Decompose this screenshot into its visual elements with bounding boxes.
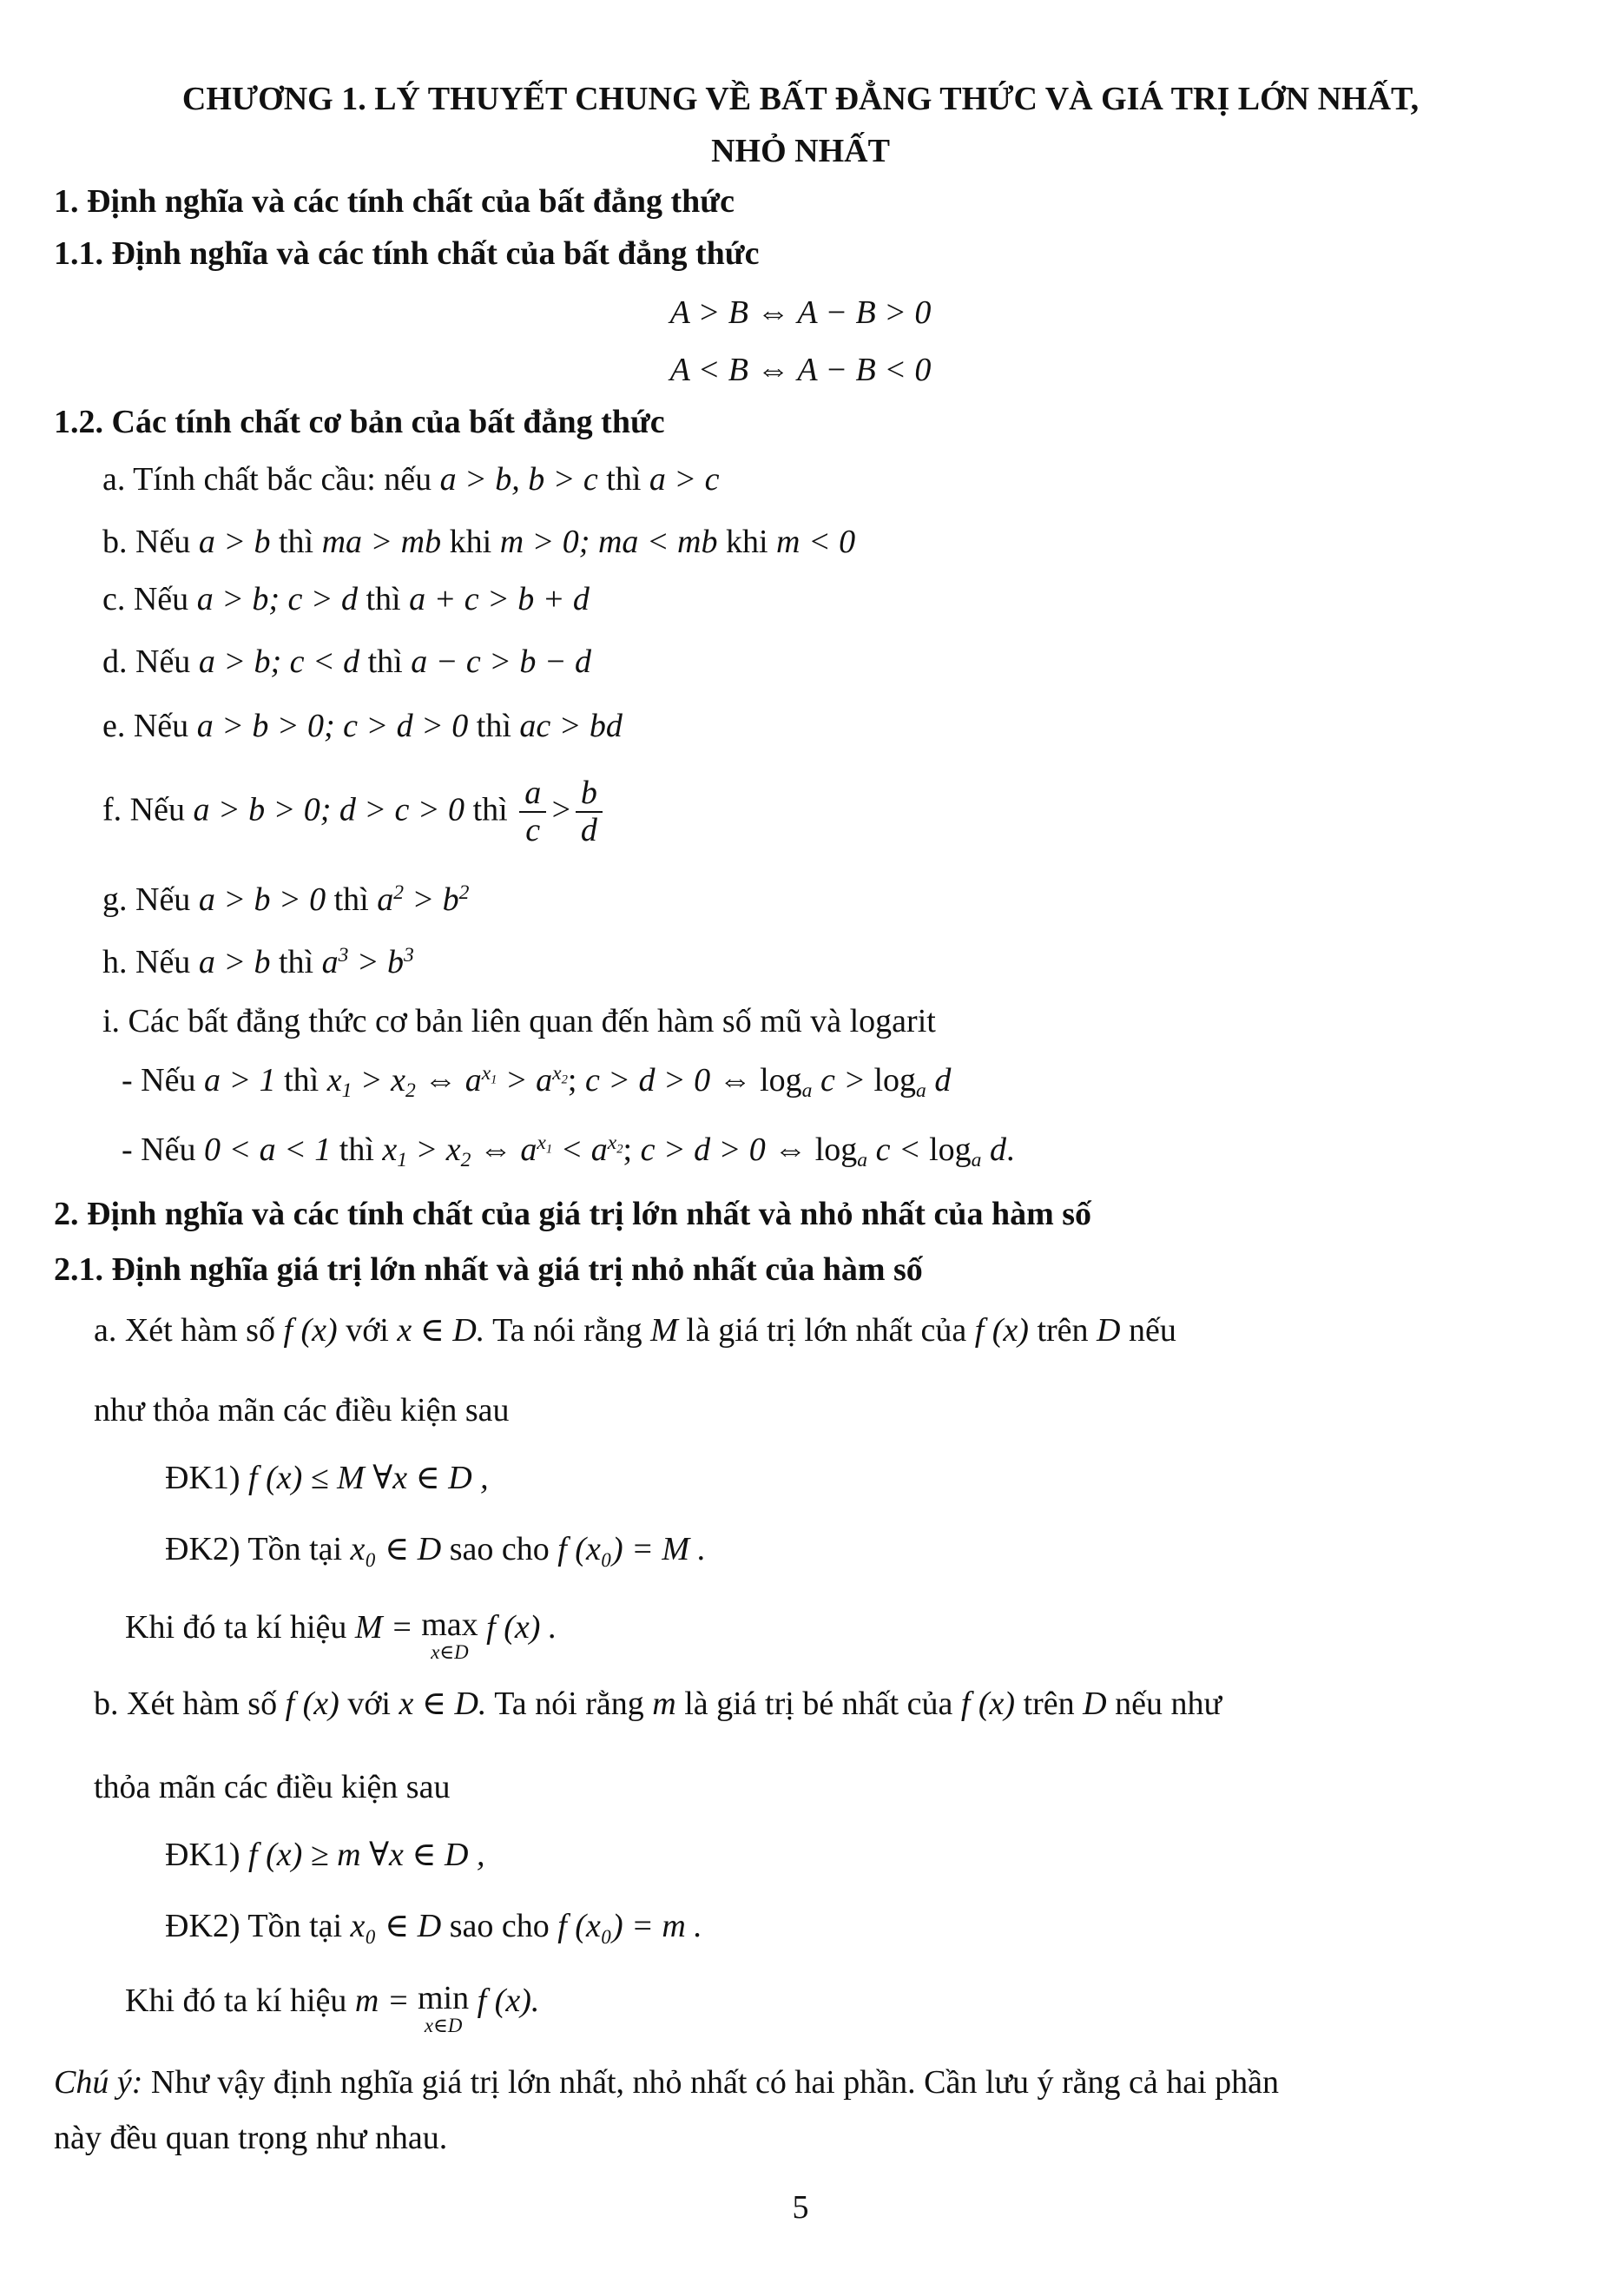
fraction-a-over-c — [519, 776, 546, 849]
log: log — [929, 1132, 972, 1168]
condition-2-label: ĐK2) Tồn tại — [165, 1908, 343, 1944]
symbol-D: D — [1083, 1686, 1107, 1722]
notation-intro: Khi đó ta kí hiệu — [125, 1983, 347, 2019]
min-index: x∈D — [424, 2015, 463, 2036]
log: log — [873, 1062, 917, 1099]
var: a — [536, 1062, 553, 1099]
when-word: khi — [449, 524, 492, 560]
then-word: thì — [278, 944, 314, 980]
subscript: 1 — [491, 1072, 497, 1087]
then-word: thì — [476, 708, 511, 744]
property-a-condition: a > b, b > c — [439, 461, 598, 498]
symbol-m: m — [652, 1686, 676, 1722]
subscript: 1 — [397, 1149, 408, 1172]
property-g-label: g. Nếu — [102, 881, 191, 918]
such-that-word: sao cho — [449, 1908, 550, 1944]
property-b-condition: a > b — [198, 524, 271, 560]
property-g — [102, 881, 469, 920]
we-say-text: Ta nói rằng — [494, 1686, 644, 1722]
domain-x-in-D: x ∈ D. — [397, 1312, 485, 1349]
definition-equation-1: A > B ⇔ A − B > 0 — [669, 294, 932, 331]
op: < — [890, 1132, 930, 1168]
property-d-result: a − c > b − d — [411, 643, 592, 680]
subscript: 2 — [460, 1149, 471, 1172]
var: x — [382, 1132, 398, 1168]
fraction-denominator: c — [525, 811, 541, 848]
property-e-condition: a > b > 0; c > d > 0 — [196, 708, 469, 744]
fraction-b-over-d — [576, 776, 603, 849]
var: x — [326, 1062, 342, 1099]
property-c-condition: a > b; c > d — [196, 581, 358, 617]
property-f — [102, 776, 606, 849]
var: d — [981, 1132, 1006, 1168]
condition-2-label: ĐK2) Tồn tại — [165, 1531, 343, 1567]
case-2-log-result — [814, 1132, 1015, 1172]
var: x — [537, 1132, 546, 1155]
op: > — [407, 1132, 446, 1168]
property-c — [102, 580, 590, 620]
property-a-result: a > c — [649, 461, 720, 498]
var: a — [520, 1132, 537, 1168]
property-b-m-positive: m > 0; — [499, 524, 590, 560]
when-word: khi — [725, 524, 768, 560]
property-c-result: a + c > b + d — [409, 581, 590, 617]
section-1-1-heading: 1.1. Định nghĩa và các tính chất của bất đẳng thức — [54, 235, 760, 272]
exponent: 3 — [404, 944, 414, 967]
definition-equation-2: A < B ⇔ A − B < 0 — [669, 352, 932, 388]
subscript: a — [857, 1149, 868, 1172]
var: x — [552, 1062, 562, 1085]
we-say-text: Ta nói rằng — [492, 1312, 642, 1349]
var: x — [481, 1062, 491, 1085]
property-h-condition: a > b — [198, 944, 271, 980]
function-fx: f (x) — [285, 1686, 339, 1722]
section-1-heading: 1. Định nghĩa và các tính chất của bất đẳng thức — [54, 183, 735, 220]
chapter-title-line2: NHỎ NHẤT — [711, 133, 890, 169]
section-2-heading: 2. Định nghĩa và các tính chất của giá trị lớn nhất và nhỏ nhất của hàm số — [54, 1196, 1092, 1232]
property-a-text: a. Tính chất bắc cầu: nếu — [102, 461, 432, 498]
property-e-result: ac > bd — [519, 708, 623, 744]
max-label: max — [421, 1607, 478, 1643]
op: ⇔ — [710, 1062, 761, 1099]
then-word: thì — [333, 881, 369, 918]
on-word: trên — [1023, 1686, 1075, 1722]
separator: ; — [623, 1132, 641, 1168]
min-condition-2 — [165, 1907, 702, 1947]
chapter-title-line1: CHƯƠNG 1. LÝ THUYẾT CHUNG VỀ BẤT ĐẲNG THỨC VÀ GIÁ TRỊ LỚN NHẤT, — [181, 81, 1420, 117]
op: > — [352, 1062, 392, 1099]
section-1-2-heading: 1.2. Các tính chất cơ bản của bất đẳng thức — [54, 404, 665, 440]
notation-intro: Khi đó ta kí hiệu — [125, 1609, 347, 1646]
property-d-condition: a > b; c < d — [198, 643, 360, 680]
page-number: 5 — [792, 2189, 809, 2226]
property-h — [102, 943, 414, 983]
exponent: 2 — [458, 881, 470, 905]
function-fx: f (x) — [960, 1686, 1016, 1722]
case-2-condition: 0 < a < 1 — [203, 1132, 332, 1168]
exponent: 3 — [338, 944, 349, 967]
with-word: với — [346, 1312, 389, 1349]
property-i: i. Các bất đẳng thức cơ bản liên quan đến hàm số mũ và logarit — [102, 1003, 936, 1039]
subscript: 2 — [616, 1142, 623, 1157]
fraction-numerator: b — [576, 776, 603, 813]
case-1-log-result — [760, 1062, 952, 1103]
rhs: > b — [404, 881, 459, 918]
fraction-numerator: a — [519, 776, 546, 813]
note-text: Như vậy định nghĩa giá trị lớn nhất, nhỏ nhất có hai phần. Cần lưu ý rằng cả hai phần — [142, 2064, 1280, 2101]
condition-1-label: ĐK1) — [165, 1837, 240, 1873]
property-d — [102, 643, 591, 683]
property-i-case-1 — [122, 1061, 951, 1103]
subscript: 1 — [341, 1079, 352, 1103]
property-b-result-positive: ma > mb — [321, 524, 442, 560]
notation-function: f (x) . — [486, 1609, 557, 1646]
max-condition-1 — [165, 1459, 489, 1499]
property-b-m-negative: m < 0 — [776, 524, 856, 560]
case-1-log-condition: c > d > 0 — [584, 1062, 711, 1099]
function-fx: f (x) — [283, 1312, 338, 1349]
exponent: 2 — [393, 881, 405, 905]
period: . — [1005, 1132, 1015, 1168]
min-label: min — [418, 1980, 470, 2016]
var: x — [391, 1062, 405, 1099]
case-2-exponential — [382, 1132, 623, 1172]
max-value-of-text: là giá trị lớn nhất của — [686, 1312, 967, 1349]
property-d-label: d. Nếu — [102, 643, 191, 680]
property-g-condition: a > b > 0 — [198, 881, 326, 918]
op: ⇔ — [765, 1132, 815, 1168]
subscript: a — [916, 1079, 926, 1103]
property-b — [102, 523, 855, 563]
then-word: thì — [339, 1132, 374, 1168]
then-word: thì — [366, 581, 401, 617]
min-condition-1 — [165, 1836, 484, 1876]
log: log — [814, 1132, 858, 1168]
var: c — [812, 1062, 835, 1099]
condition-1-label: ĐK1) — [165, 1460, 240, 1496]
op: < — [552, 1132, 591, 1168]
case-2-label: - Nếu — [122, 1132, 196, 1168]
base-a: a — [321, 944, 339, 980]
definition-max-line2: như thỏa mãn các điều kiện sau — [94, 1392, 510, 1428]
subscript: 2 — [405, 1079, 416, 1103]
notation-function: f (x). — [477, 1983, 540, 2019]
greater-than-sign: > — [550, 791, 572, 828]
function-fx: f (x) — [974, 1312, 1029, 1349]
property-e-label: e. Nếu — [102, 708, 189, 744]
case-1-label: - Nếu — [122, 1062, 196, 1099]
on-word: trên — [1037, 1312, 1089, 1349]
property-e — [102, 707, 623, 747]
definition-min-line2: thỏa mãn các điều kiện sau — [94, 1769, 451, 1805]
symbol-D: D — [1097, 1312, 1121, 1349]
definition-min-line1 — [94, 1685, 1222, 1725]
subscript: 2 — [561, 1072, 568, 1087]
property-h-label: h. Nếu — [102, 944, 191, 980]
domain-x-in-D: x ∈ D. — [399, 1686, 487, 1722]
var: x — [607, 1132, 617, 1155]
separator: ; — [567, 1062, 585, 1099]
condition-2-point: x₀ ∈ D — [350, 1531, 442, 1567]
op: > — [834, 1062, 874, 1099]
then-word: thì — [472, 791, 508, 828]
var: c — [867, 1132, 891, 1168]
property-g-result — [377, 881, 469, 918]
definition-max-line1 — [94, 1311, 1176, 1351]
such-that-word: sao cho — [449, 1531, 550, 1567]
section-2-1-heading: 2.1. Định nghĩa giá trị lớn nhất và giá trị nhỏ nhất của hàm số — [54, 1251, 923, 1288]
subscript: 1 — [545, 1142, 553, 1157]
notation-lhs: M = — [354, 1609, 422, 1646]
if-word: nếu như — [1115, 1686, 1222, 1722]
fraction-denominator: d — [580, 811, 597, 848]
condition-2-formula: f (x₀) = M . — [557, 1531, 706, 1567]
definition-max-intro: a. Xét hàm số — [94, 1312, 275, 1349]
if-word: nếu — [1128, 1312, 1176, 1349]
op: ⇔ — [471, 1132, 521, 1168]
then-word: thì — [284, 1062, 320, 1099]
property-f-label: f. Nếu — [102, 791, 185, 828]
definition-min-intro: b. Xét hàm số — [94, 1686, 278, 1722]
notation-lhs: m = — [354, 1983, 418, 2019]
log: log — [760, 1062, 802, 1099]
condition-2-point: x₀ ∈ D — [350, 1908, 442, 1944]
min-operator — [418, 1982, 469, 2036]
property-i-case-2 — [122, 1131, 1014, 1172]
property-b-label: b. Nếu — [102, 524, 191, 560]
max-operator — [421, 1608, 478, 1663]
max-index: x∈D — [431, 1641, 469, 1663]
note-label: Chú ý: — [54, 2064, 143, 2101]
subscript: a — [801, 1079, 813, 1103]
with-word: với — [347, 1686, 391, 1722]
var: x — [445, 1132, 461, 1168]
base-a: a — [377, 881, 394, 918]
var: a — [590, 1132, 608, 1168]
property-h-result — [322, 944, 414, 980]
var: d — [926, 1062, 952, 1099]
max-condition-2 — [165, 1530, 706, 1570]
op: ⇔ — [415, 1062, 465, 1099]
condition-1-formula: f (x) ≤ M ∀x ∈ D , — [248, 1460, 489, 1496]
op: > — [497, 1062, 537, 1099]
property-b-result-negative: ma < mb — [597, 524, 718, 560]
property-f-condition: a > b > 0; d > c > 0 — [193, 791, 465, 828]
then-word: thì — [278, 524, 314, 560]
note-line2: này đều quan trọng như nhau. — [54, 2120, 448, 2156]
var: a — [464, 1062, 482, 1099]
then-word: thì — [367, 643, 403, 680]
subscript: a — [971, 1149, 982, 1172]
property-c-label: c. Nếu — [102, 581, 189, 617]
symbol-M: M — [650, 1312, 678, 1349]
then-word: thì — [606, 461, 642, 498]
condition-2-formula: f (x₀) = m . — [557, 1908, 702, 1944]
case-2-log-condition: c > d > 0 — [640, 1132, 766, 1168]
rhs: > b — [348, 944, 405, 980]
max-notation — [125, 1608, 557, 1663]
note-line1 — [54, 2063, 1279, 2103]
case-1-condition: a > 1 — [203, 1062, 276, 1099]
min-notation — [125, 1982, 539, 2036]
property-a — [102, 460, 719, 500]
condition-1-formula: f (x) ≥ m ∀x ∈ D , — [248, 1837, 485, 1873]
case-1-exponential — [326, 1062, 568, 1103]
min-value-of-text: là giá trị bé nhất của — [684, 1686, 953, 1722]
